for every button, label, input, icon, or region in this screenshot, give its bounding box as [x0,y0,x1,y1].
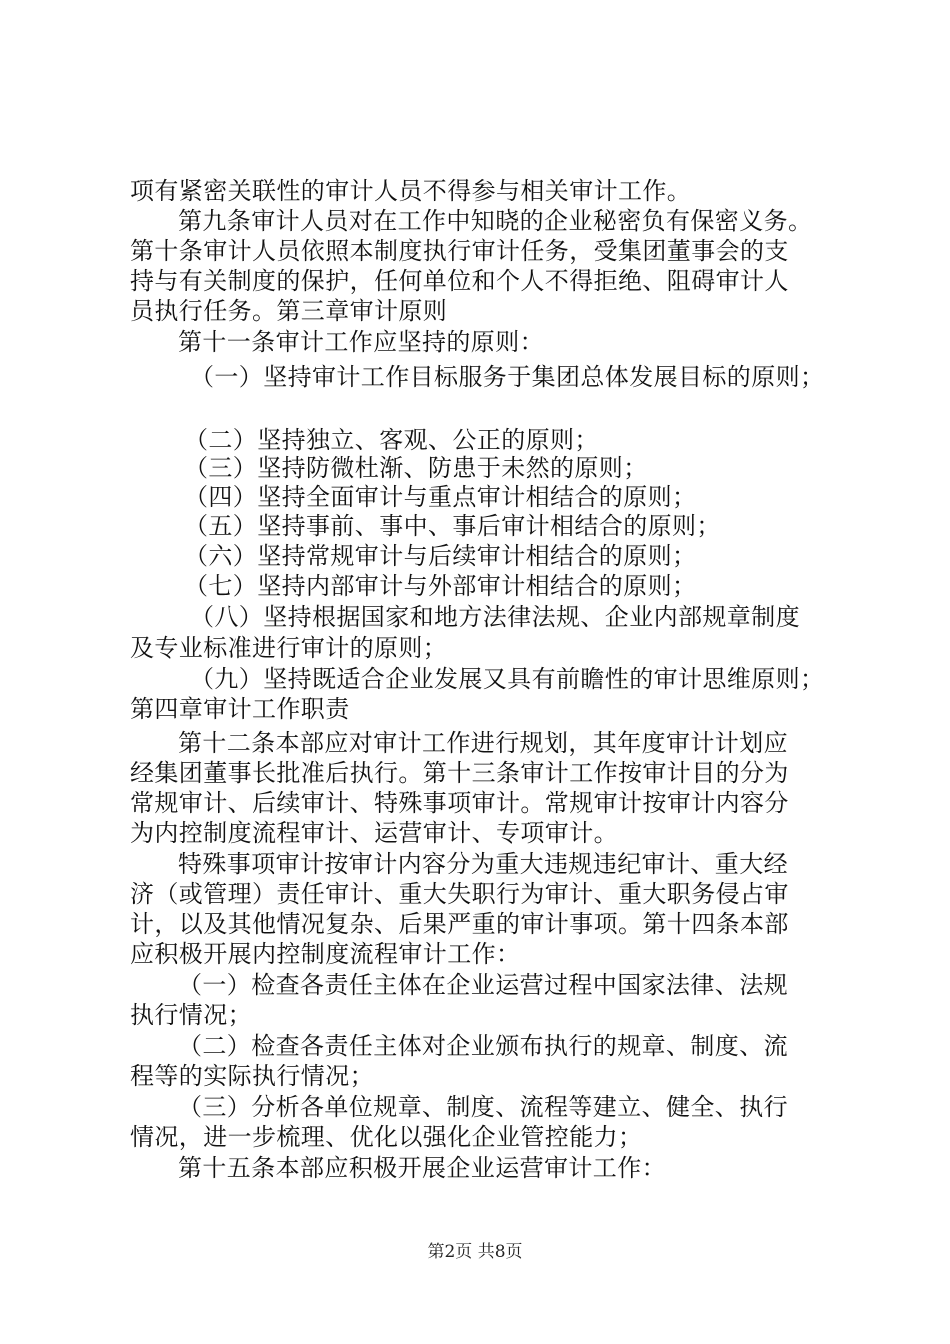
text-line: 第四章审计工作职责 [130,695,350,723]
text-line: 员执行任务。第三章审计原则 [130,297,448,325]
text-line: 应积极开展内控制度流程审计工作： [130,940,521,968]
text-line: （七）坚持内部审计与外部审计相结合的原则； [184,572,697,600]
text-line: 济（或管理）责任审计、重大失职行为审计、重大职务侵占审 [130,880,789,908]
text-line: 持与有关制度的保护，任何单位和个人不得拒绝、阻碍审计人 [130,267,789,295]
text-line: 程等的实际执行情况； [130,1062,374,1090]
text-line: 第十五条本部应积极开展企业运营审计工作： [178,1154,666,1182]
text-line: 经集团董事长批准后执行。第十三条审计工作按审计目的分为 [130,759,789,787]
text-line: （三）坚持防微杜渐、防患于未然的原则； [184,454,648,482]
text-line: （五）坚持事前、事中、事后审计相结合的原则； [184,512,721,540]
text-line: 项有紧密关联性的审计人员不得参与相关审计工作。 [130,177,692,205]
text-line: 计，以及其他情况复杂、后果严重的审计事项。第十四条本部 [130,910,789,938]
text-line: 情况，进一步梳理、优化以强化企业管控能力； [130,1123,643,1151]
text-line: （一）检查各责任主体在企业运营过程中国家法律、法规 [178,971,788,999]
text-line: （三）分析各单位规章、制度、流程等建立、健全、执行 [178,1093,788,1121]
text-line: （六）坚持常规审计与后续审计相结合的原则； [184,542,697,570]
text-line: 第十二条本部应对审计工作进行规划，其年度审计计划应 [178,729,788,757]
text-line: （二）坚持独立、客观、公正的原则； [184,426,599,454]
text-line: 特殊事项审计按审计内容分为重大违规违纪审计、重大经 [178,850,788,878]
text-line: 第九条审计人员对在工作中知晓的企业秘密负有保密义务。 [178,207,813,235]
text-line: （四）坚持全面审计与重点审计相结合的原则； [184,483,697,511]
text-line: （八）坚持根据国家和地方法律法规、企业内部规章制度 [190,603,800,631]
text-line: 常规审计、后续审计、特殊事项审计。常规审计按审计内容分 [130,789,789,817]
text-line: （九）坚持既适合企业发展又具有前瞻性的审计思维原则； [190,665,825,693]
page-number-footer: 第2页 共8页 [427,1242,523,1262]
text-line: 执行情况； [130,1001,252,1029]
text-line: （二）检查各责任主体对企业颁布执行的规章、制度、流 [178,1032,788,1060]
text-line: （一）坚持审计工作目标服务于集团总体发展目标的原则； [190,363,825,391]
text-line: 第十条审计人员依照本制度执行审计任务，受集团董事会的支 [130,237,789,265]
text-line: 为内控制度流程审计、运营审计、专项审计。 [130,819,618,847]
text-line: 第十一条审计工作应坚持的原则： [178,328,544,356]
text-line: 及专业标准进行审计的原则； [130,634,448,662]
